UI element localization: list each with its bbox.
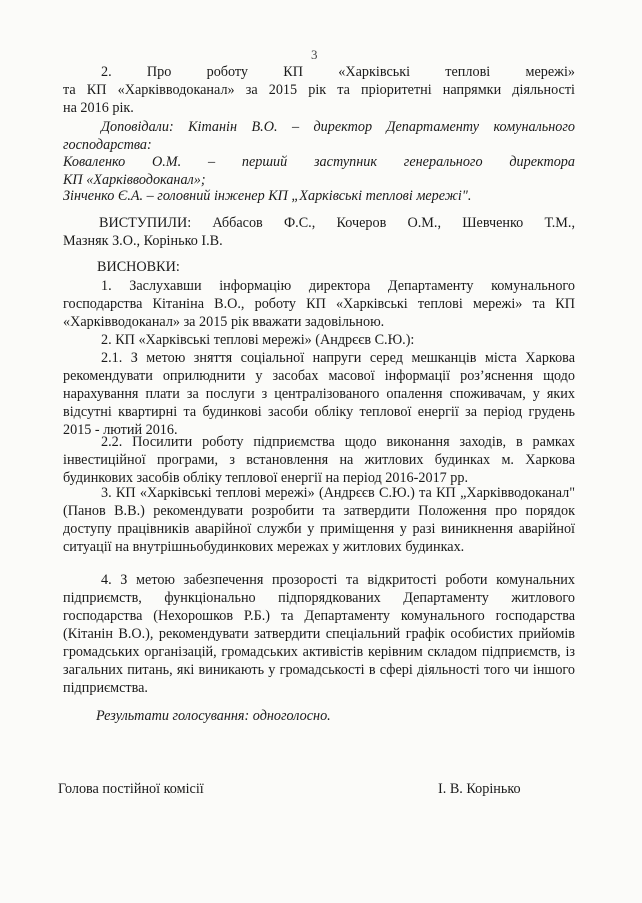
conclusion-paragraph-4: 4. З метою забезпечення прозорості та відкритості роботи комунальних підприємств, функціонально підпорядкованих Департаменту житлового господарства (Нехорошков Р.Б.) та Департаменту комунального господарства (Кітанін В.О.), рекомендувати затвердити спеціальний графік особистих прийомів громадських організацій, громадських активістів керівним складом підприємств, із загальних питань, які виникають у громадськості в сфері діяльності того чи іншого підприємства. (63, 572, 575, 696)
conclusion-paragraph-2-1: 2.1. З метою зняття соціальної напруги серед мешканців міста Харкова рекомендувати оприлюднити у засобах масової інформації роз’яснення щодо нарахування плати за послуги з централізованого опалення споживачам, у яких відсутні квартирні та будинкові засоби обліку теплової енергії за період грудень 2015 - лютий 2016. (63, 350, 575, 438)
conclusion-paragraph-1: 1. Заслухавши інформацію директора Департаменту комунального господарства Кітаніна В.О., роботу КП «Харківські теплові мережі» та КП «Харківводоканал» за 2015 рік вважати задовільною. (63, 278, 575, 330)
reporters-block-3 (63, 187, 575, 205)
voting-result: Результати голосування: одноголосно. (96, 708, 331, 724)
signature-title: Голова постійної комісії (58, 781, 204, 797)
agenda-item-2-line: 2. Про роботу КП «Харківські теплові мережі» (101, 64, 575, 80)
agenda-item-2-line: та КП «Харківводоканал» за 2015 рік та пріоритетні напрямки діяльності (63, 82, 575, 98)
reporter-line: Доповідали: Кітанін В.О. – директор Департаменту комунального (101, 119, 575, 135)
agenda-item-2 (63, 63, 575, 117)
reporter-line: Зінченко Є.А. – головний інженер КП „Харківські теплові мережі". (63, 188, 472, 204)
reporter-line: КП «Харківводоканал»; (63, 172, 206, 188)
conclusion-paragraph-2: 2. КП «Харківські теплові мережі» (Андрєєв С.Ю.): (101, 332, 415, 348)
spoke-block (63, 214, 575, 250)
conclusion-paragraph-3: 3. КП «Харківські теплові мережі» (Андрєєв С.Ю.) та КП „Харківводоканал" (Панов В.В.) рекомендувати розробити та затвердити Положення про порядок доступу працівників аварійної служби у приміщення у разі виникнення аварійної ситуації на внутрішньобудинкових мережах у житлових будинках. (63, 485, 575, 555)
conclusions-heading: ВИСНОВКИ: (97, 259, 180, 275)
reporters-block-2 (63, 153, 575, 189)
agenda-item-2-line: на 2016 рік. (63, 100, 134, 116)
reporter-line: Коваленко О.М. – перший заступник генерального директора (63, 154, 575, 170)
conclusion-paragraph-2-2: 2.2. Посилити роботу підприємства щодо виконання заходів, в рамках інвестиційної програми, з встановлення на житлових будинках м. Харкова будинкових засобів обліку теплової енергії на період 2016-2017 рр. (63, 434, 575, 486)
reporters-block (63, 118, 575, 154)
signature-name: І. В. Корінько (438, 781, 521, 797)
reporter-line: господарства: (63, 137, 152, 153)
spoke-line: ВИСТУПИЛИ: Аббасов Ф.С., Кочеров О.М., Шевченко Т.М., (99, 215, 575, 231)
spoke-line: Мазняк З.О., Корінько І.В. (63, 233, 223, 249)
page-number: 3 (311, 47, 318, 62)
